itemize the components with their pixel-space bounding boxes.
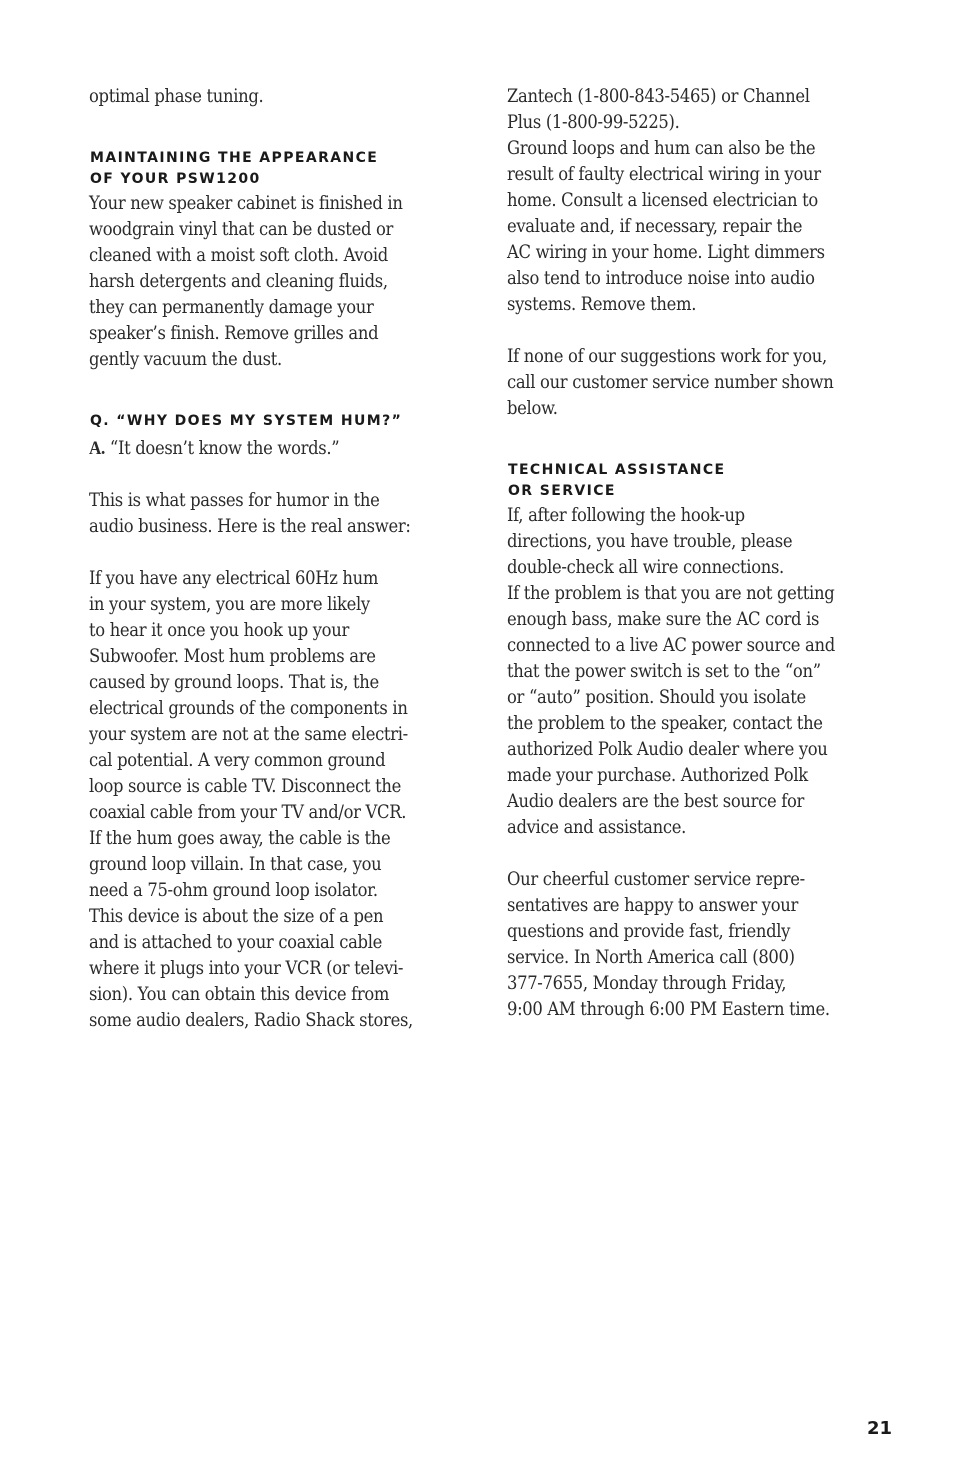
continued-line: Plus (1-800-99-5225). — [507, 112, 680, 133]
continued-line: systems. Remove them. — [507, 294, 697, 315]
suggestion-line: below. — [507, 398, 558, 419]
hum-body-line: caused by ground loops. That is, the — [89, 672, 379, 693]
continued-line: home. Consult a licensed electrician to — [507, 190, 818, 211]
hum-body-line: your system are not at the same electri- — [89, 724, 408, 745]
maintaining-heading: OF YOUR PSW1200 — [90, 171, 261, 187]
technical-body-line: Audio dealers are the best source for — [507, 791, 805, 812]
intro-line: optimal phase tuning. — [89, 86, 264, 107]
spacer — [89, 462, 469, 488]
technical-body-line: If, after following the hook-up — [507, 505, 745, 526]
hum-body-line: Subwoofer. Most hum problems are — [89, 646, 376, 667]
service-line: service. In North America call (800) — [507, 947, 795, 968]
hum-body-line: coaxial cable from your TV and/or VCR. — [89, 802, 407, 823]
hum-body-line: This device is about the size of a pen — [89, 906, 384, 927]
hum-body-line: sion). You can obtain this device from — [89, 984, 390, 1005]
page-number: 21 — [866, 1418, 892, 1439]
hum-body-line: cal potential. A very common ground — [89, 750, 386, 771]
hum-body-line: to hear it once you hook up your — [89, 620, 349, 641]
hum-body-line: some audio dealers, Radio Shack stores, — [89, 1010, 413, 1031]
technical-body-line: that the power switch is set to the “on” — [507, 661, 821, 682]
hum-body-line: in your system, you are more likely — [89, 594, 370, 615]
technical-body-line: or “auto” position. Should you isolate — [507, 687, 806, 708]
hum-humor-line: This is what passes for humor in the — [89, 490, 380, 511]
technical-body-line: directions, you have trouble, please — [507, 531, 793, 552]
technical-body-line: connected to a live AC power source and — [507, 635, 835, 656]
hum-question-heading: Q. “WHY DOES MY SYSTEM HUM?” — [90, 413, 403, 429]
maintaining-body-line: gently vacuum the dust. — [89, 349, 282, 370]
technical-heading: TECHNICAL ASSISTANCE — [508, 462, 726, 478]
service-line: 9:00 AM through 6:00 PM Eastern time. — [507, 999, 830, 1020]
technical-body-line: authorized Polk Audio dealer where you — [507, 739, 828, 760]
maintaining-body-line: speaker’s finish. Remove grilles and — [89, 323, 379, 344]
continued-line: AC wiring in your home. Light dimmers — [507, 242, 825, 263]
maintaining-body-line: Your new speaker cabinet is finished in — [89, 193, 403, 214]
technical-body-line: the problem to the speaker, contact the — [507, 713, 823, 734]
service-line: Our cheerful customer service repre- — [507, 869, 805, 890]
maintaining-body-line: cleaned with a moist soft cloth. Avoid — [89, 245, 388, 266]
technical-heading: OR SERVICE — [508, 483, 616, 499]
spacer — [507, 841, 887, 867]
service-line: sentatives are happy to answer your — [507, 895, 799, 916]
technical-body-line: enough bass, make sure the AC cord is — [507, 609, 820, 630]
left-column — [89, 84, 469, 1034]
technical-body-line: made your purchase. Authorized Polk — [507, 765, 808, 786]
hum-body-line: where it plugs into your VCR (or televi- — [89, 958, 404, 979]
technical-body-line: If the problem is that you are not getting — [507, 583, 835, 604]
hum-body-line: loop source is cable TV. Disconnect the — [89, 776, 401, 797]
answer-label: A. — [89, 438, 106, 459]
hum-answer-line — [89, 436, 431, 462]
hum-body-line: need a 75-ohm ground loop isolator. — [89, 880, 378, 901]
hum-body-line: ground loop villain. In that case, you — [89, 854, 382, 875]
maintaining-body-line: harsh detergents and cleaning fluids, — [89, 271, 388, 292]
service-line: questions and provide fast, friendly — [507, 921, 791, 942]
suggestion-line: call our customer service number shown — [507, 372, 834, 393]
maintaining-body-line: they can permanently damage your — [89, 297, 374, 318]
hum-body-line: and is attached to your coaxial cable — [89, 932, 383, 953]
continued-line: Zantech (1-800-843-5465) or Channel — [507, 86, 810, 107]
continued-line: Ground loops and hum can also be the — [507, 138, 816, 159]
continued-line: also tend to introduce noise into audio — [507, 268, 815, 289]
spacer — [89, 540, 469, 566]
hum-body-line: If the hum goes away, the cable is the — [89, 828, 391, 849]
spacer — [89, 373, 469, 399]
spacer — [507, 422, 887, 448]
continued-line: evaluate and, if necessary, repair the — [507, 216, 803, 237]
spacer — [507, 318, 887, 344]
maintaining-heading: MAINTAINING THE APPEARANCE — [90, 150, 379, 166]
right-column — [507, 84, 887, 1023]
service-line: 377-7655, Monday through Friday, — [507, 973, 787, 994]
hum-body-line: electrical grounds of the components in — [89, 698, 408, 719]
maintaining-body-line: woodgrain vinyl that can be dusted or — [89, 219, 394, 240]
answer-text: “It doesn’t know the words.” — [105, 438, 340, 459]
technical-body-line: advice and assistance. — [507, 817, 686, 838]
hum-humor-line: audio business. Here is the real answer: — [89, 516, 411, 537]
technical-body-line: double-check all wire connections. — [507, 557, 784, 578]
suggestion-line: If none of our suggestions work for you, — [507, 346, 827, 367]
spacer — [89, 110, 469, 136]
continued-line: result of faulty electrical wiring in your — [507, 164, 821, 185]
hum-body-line: If you have any electrical 60Hz hum — [89, 568, 379, 589]
